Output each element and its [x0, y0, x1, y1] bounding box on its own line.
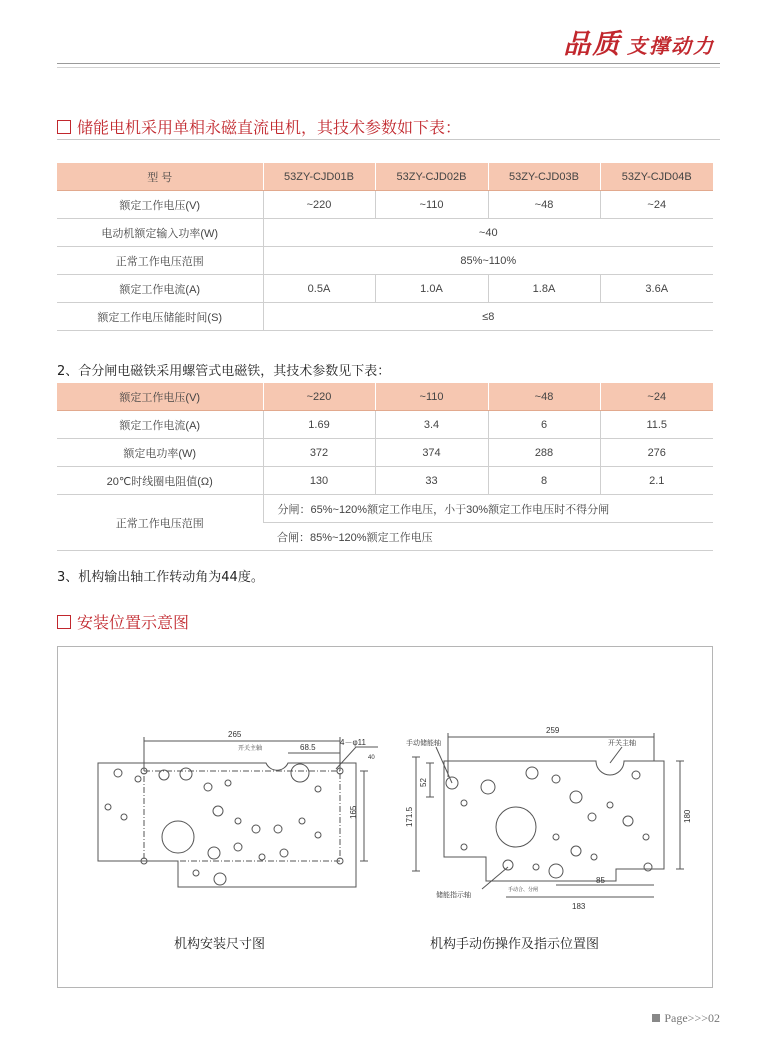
section4-title — [57, 610, 189, 633]
label-main-shaft: 开关主轴 — [608, 740, 636, 747]
table-cell-merged: ≤8 — [263, 303, 713, 331]
dim-h183: 183 — [572, 902, 586, 911]
table-cell: 2.1 — [600, 467, 713, 495]
table-row — [57, 411, 713, 439]
table-row — [57, 495, 713, 523]
table-cell: 3.6A — [600, 275, 713, 303]
section2-title: 2、合分闸电磁铁采用螺管式电磁铁，其技术参数见下表： — [57, 364, 391, 379]
row-label: 20℃时线圈电阻值(Ω) — [57, 467, 263, 495]
row-label: 电动机额定输入功率(W) — [57, 219, 263, 247]
table-header-cell: 53ZY-CJD02B — [375, 163, 488, 191]
motor-spec-table — [57, 163, 713, 331]
checkbox-square-icon — [57, 120, 71, 134]
dim-h85: 85 — [596, 876, 605, 885]
table-header-row — [57, 163, 713, 191]
table-header-row — [57, 383, 713, 411]
operation-plate-outline — [444, 761, 664, 881]
dim-small: 40 — [368, 755, 375, 761]
table-row — [57, 439, 713, 467]
table-cell: 3.4 — [375, 411, 488, 439]
dim-height: 165 — [349, 805, 358, 819]
table-cell: 6 — [488, 411, 600, 439]
manual-operation-drawing — [396, 717, 696, 917]
table-cell: 276 — [600, 439, 713, 467]
header-rule — [57, 63, 720, 64]
section1-title-text: 储能电机采用单相永磁直流电机，其技术参数如下表： — [77, 118, 462, 137]
brand-slogan-small: 支撑动力 — [627, 34, 715, 58]
table-header-cell: 型 号 — [57, 163, 263, 191]
brand-slogan — [563, 22, 715, 61]
height-dimension-line — [360, 771, 368, 861]
dim-width: 265 — [228, 730, 242, 739]
table-cell: 288 — [488, 439, 600, 467]
table-row — [57, 467, 713, 495]
table-cell-merged: ~40 — [263, 219, 713, 247]
table-cell: 11.5 — [600, 411, 713, 439]
table-cell: ~110 — [375, 191, 488, 219]
table-cell: 1.8A — [488, 275, 600, 303]
label-indicator-shaft: 储能指示轴 — [436, 892, 471, 899]
table-header-cell: ~24 — [600, 383, 713, 411]
table-header-cell: 53ZY-CJD03B — [488, 163, 600, 191]
table-cell: 1.0A — [375, 275, 488, 303]
header-rule-thin — [57, 67, 720, 68]
main-shaft-leader — [610, 747, 622, 763]
checkbox-square-icon — [57, 615, 71, 629]
table-cell: ~220 — [263, 191, 375, 219]
table-header-cell: 额定工作电压(V) — [57, 383, 263, 411]
table-cell: ~24 — [600, 191, 713, 219]
dim-v171: 171.5 — [405, 806, 414, 827]
label-manual-shaft: 手动储能轴 — [406, 740, 441, 747]
large-hole — [162, 821, 194, 853]
left-figure-caption: 机构安装尺寸图 — [174, 937, 266, 952]
table-header-cell: ~110 — [375, 383, 488, 411]
row-label: 额定工作电压(V) — [57, 191, 263, 219]
right-figure-caption: 机构手动伤操作及指示位置图 — [430, 937, 600, 952]
table-header-cell: ~48 — [488, 383, 600, 411]
table-cell: ~48 — [488, 191, 600, 219]
row-label: 额定工作电流(A) — [57, 411, 263, 439]
row-label: 额定工作电压储能时间(S) — [57, 303, 263, 331]
dim-offset: 68.5 — [300, 743, 316, 752]
table-row — [57, 275, 713, 303]
table-cell-merged: 85%~110% — [263, 247, 713, 275]
table-row — [57, 191, 713, 219]
page-number — [652, 1011, 720, 1026]
dim-v180: 180 — [683, 809, 692, 823]
dim-hole: 4－φ11 — [340, 738, 366, 747]
mounting-dimension-drawing — [78, 717, 378, 917]
section3-text: 3、机构输出轴工作转动角为44度。 — [57, 570, 264, 585]
table-cell: 374 — [375, 439, 488, 467]
table-cell-open-range: 分闸：65%~120%额定工作电压，小于30%额定工作电压时不得分闸 — [263, 495, 713, 523]
row-label: 额定电功率(W) — [57, 439, 263, 467]
label-main-shaft: 开关主轴 — [238, 746, 263, 752]
section4-title-text: 安装位置示意图 — [77, 613, 190, 632]
table-cell: 0.5A — [263, 275, 375, 303]
table-cell: 1.69 — [263, 411, 375, 439]
large-hole — [496, 807, 536, 847]
dim-width: 259 — [546, 726, 560, 735]
table-cell: 130 — [263, 467, 375, 495]
table-row — [57, 219, 713, 247]
row-label: 正常工作电压范围 — [57, 495, 263, 551]
table-cell: 372 — [263, 439, 375, 467]
table-header-cell: 53ZY-CJD01B — [263, 163, 375, 191]
section1-title — [57, 115, 461, 138]
page-number-text: Page>>>02 — [664, 1011, 720, 1025]
row-label: 额定工作电流(A) — [57, 275, 263, 303]
row-label: 正常工作电压范围 — [57, 247, 263, 275]
brand-slogan-large: 品质 — [563, 29, 622, 60]
table-cell: 8 — [488, 467, 600, 495]
table-row — [57, 303, 713, 331]
table-header-cell: ~220 — [263, 383, 375, 411]
table-cell-close-range: 合闸：85%~120%额定工作电压 — [263, 523, 713, 551]
section1-rule — [57, 139, 720, 140]
label-manual-op: 手动合、分闸 — [508, 887, 539, 893]
square-bullet-icon — [652, 1014, 660, 1022]
electromagnet-spec-table — [57, 383, 713, 551]
table-row — [57, 247, 713, 275]
table-cell: 33 — [375, 467, 488, 495]
table-header-cell: 53ZY-CJD04B — [600, 163, 713, 191]
installation-figure-box — [57, 646, 713, 988]
dim-v52: 52 — [419, 778, 428, 787]
